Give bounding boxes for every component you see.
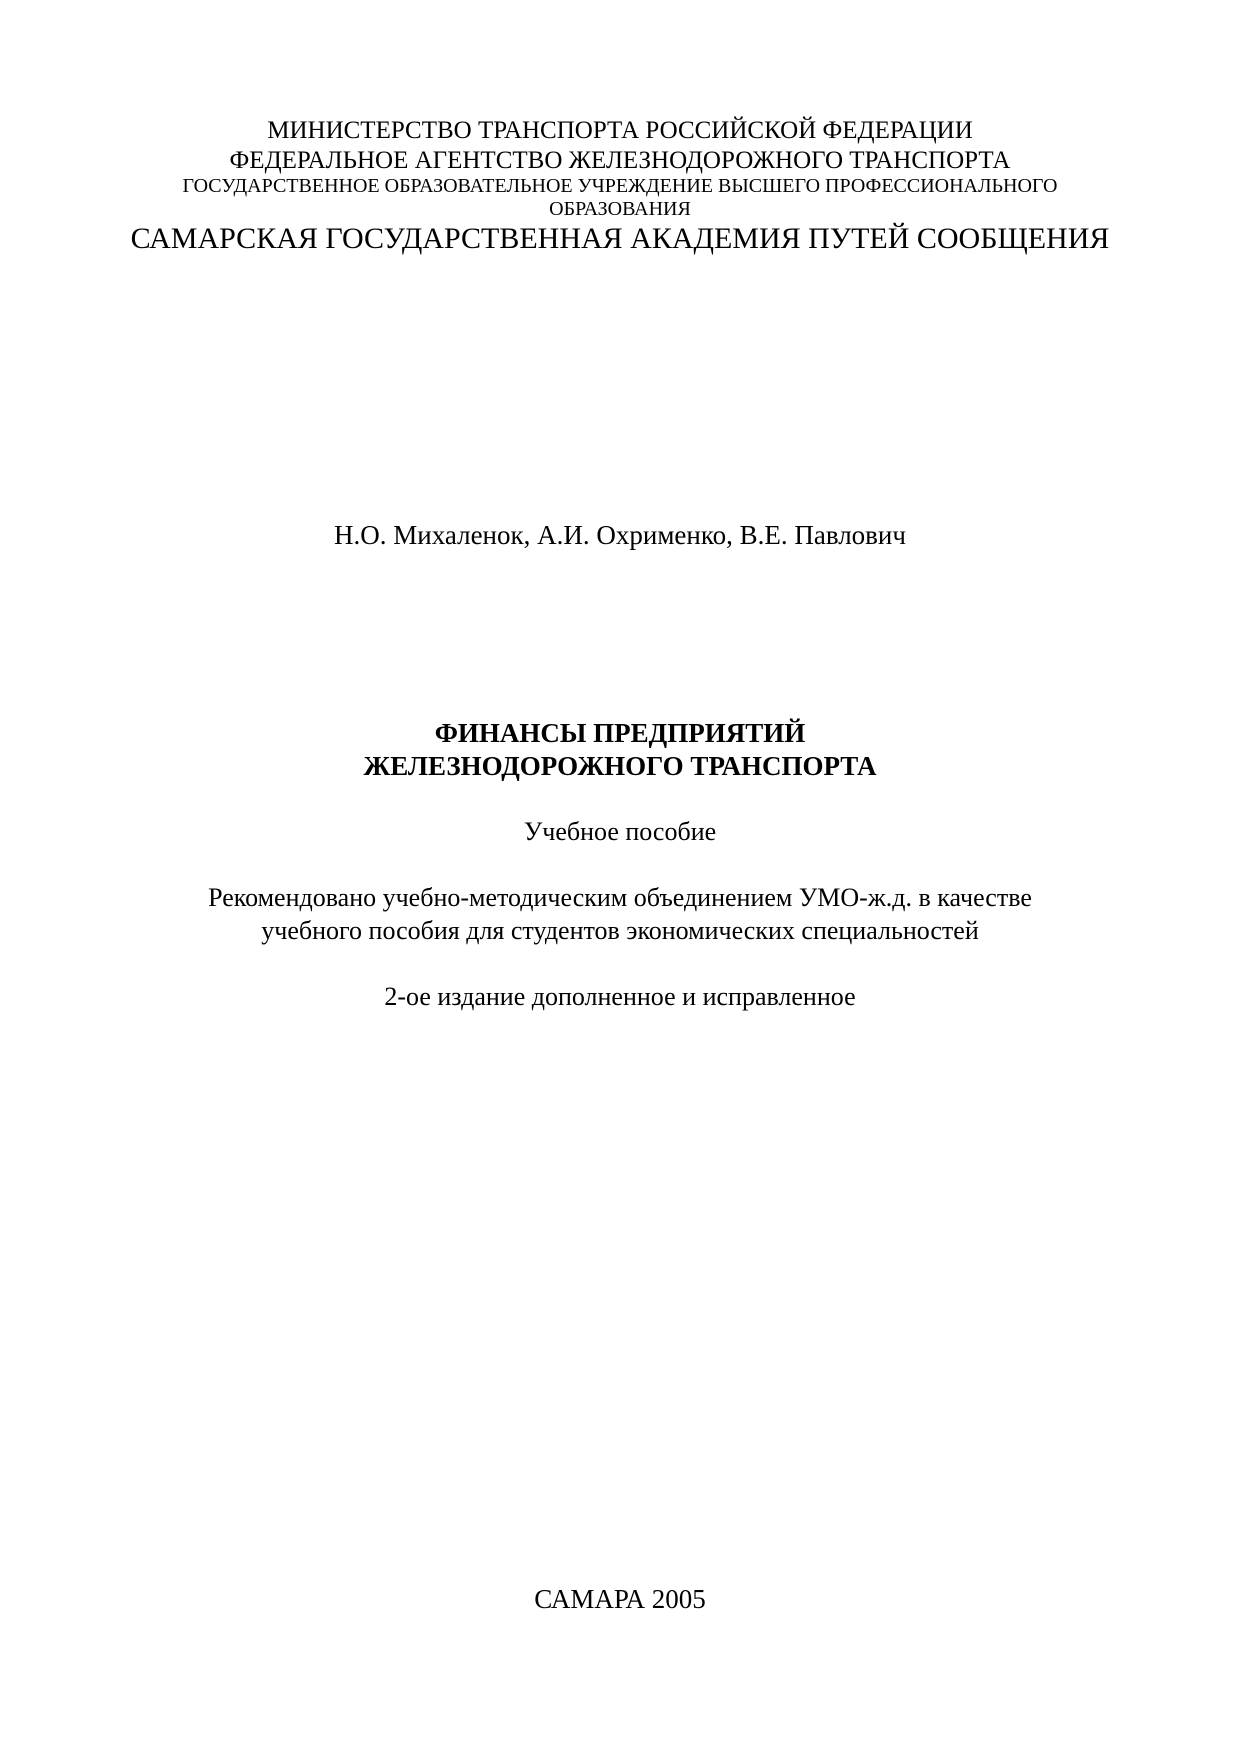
book-title-line-1: ФИНАНСЫ ПРЕДПРИЯТИЙ xyxy=(434,718,806,748)
institution-type-line-2: ОБРАЗОВАНИЯ xyxy=(549,198,691,220)
ministry-heading: МИНИСТЕРСТВО ТРАНСПОРТА РОССИЙСКОЙ ФЕДЕРАЦИИ xyxy=(267,117,973,144)
city-year: САМАРА 2005 xyxy=(534,1584,706,1614)
recommendation-line-1: Рекомендовано учебно-методическим объединением УМО-ж.д. в качестве xyxy=(208,883,1032,912)
authors: Н.О. Михаленок, А.И. Охрименко, В.Е. Павлович xyxy=(334,520,906,550)
book-title-line-2: ЖЕЛЕЗНОДОРОЖНОГО ТРАНСПОРТА xyxy=(363,751,877,781)
institution-type-line-1: ГОСУДАРСТВЕННОЕ ОБРАЗОВАТЕЛЬНОЕ УЧРЕЖДЕНИЕ ВЫСШЕГО ПРОФЕССИОНАЛЬНОГО xyxy=(182,175,1058,197)
recommendation-line-2: учебного пособия для студентов экономических специальностей xyxy=(261,916,979,945)
academy-name: САМАРСКАЯ ГОСУДАРСТВЕННАЯ АКАДЕМИЯ ПУТЕЙ СООБЩЕНИЯ xyxy=(130,222,1110,255)
agency-heading: ФЕДЕРАЛЬНОЕ АГЕНТСТВО ЖЕЛЕЗНОДОРОЖНОГО ТРАНСПОРТА xyxy=(229,147,1011,174)
edition-note: 2-ое издание дополненное и исправленное xyxy=(384,982,856,1011)
book-subtitle: Учебное пособие xyxy=(523,817,717,846)
